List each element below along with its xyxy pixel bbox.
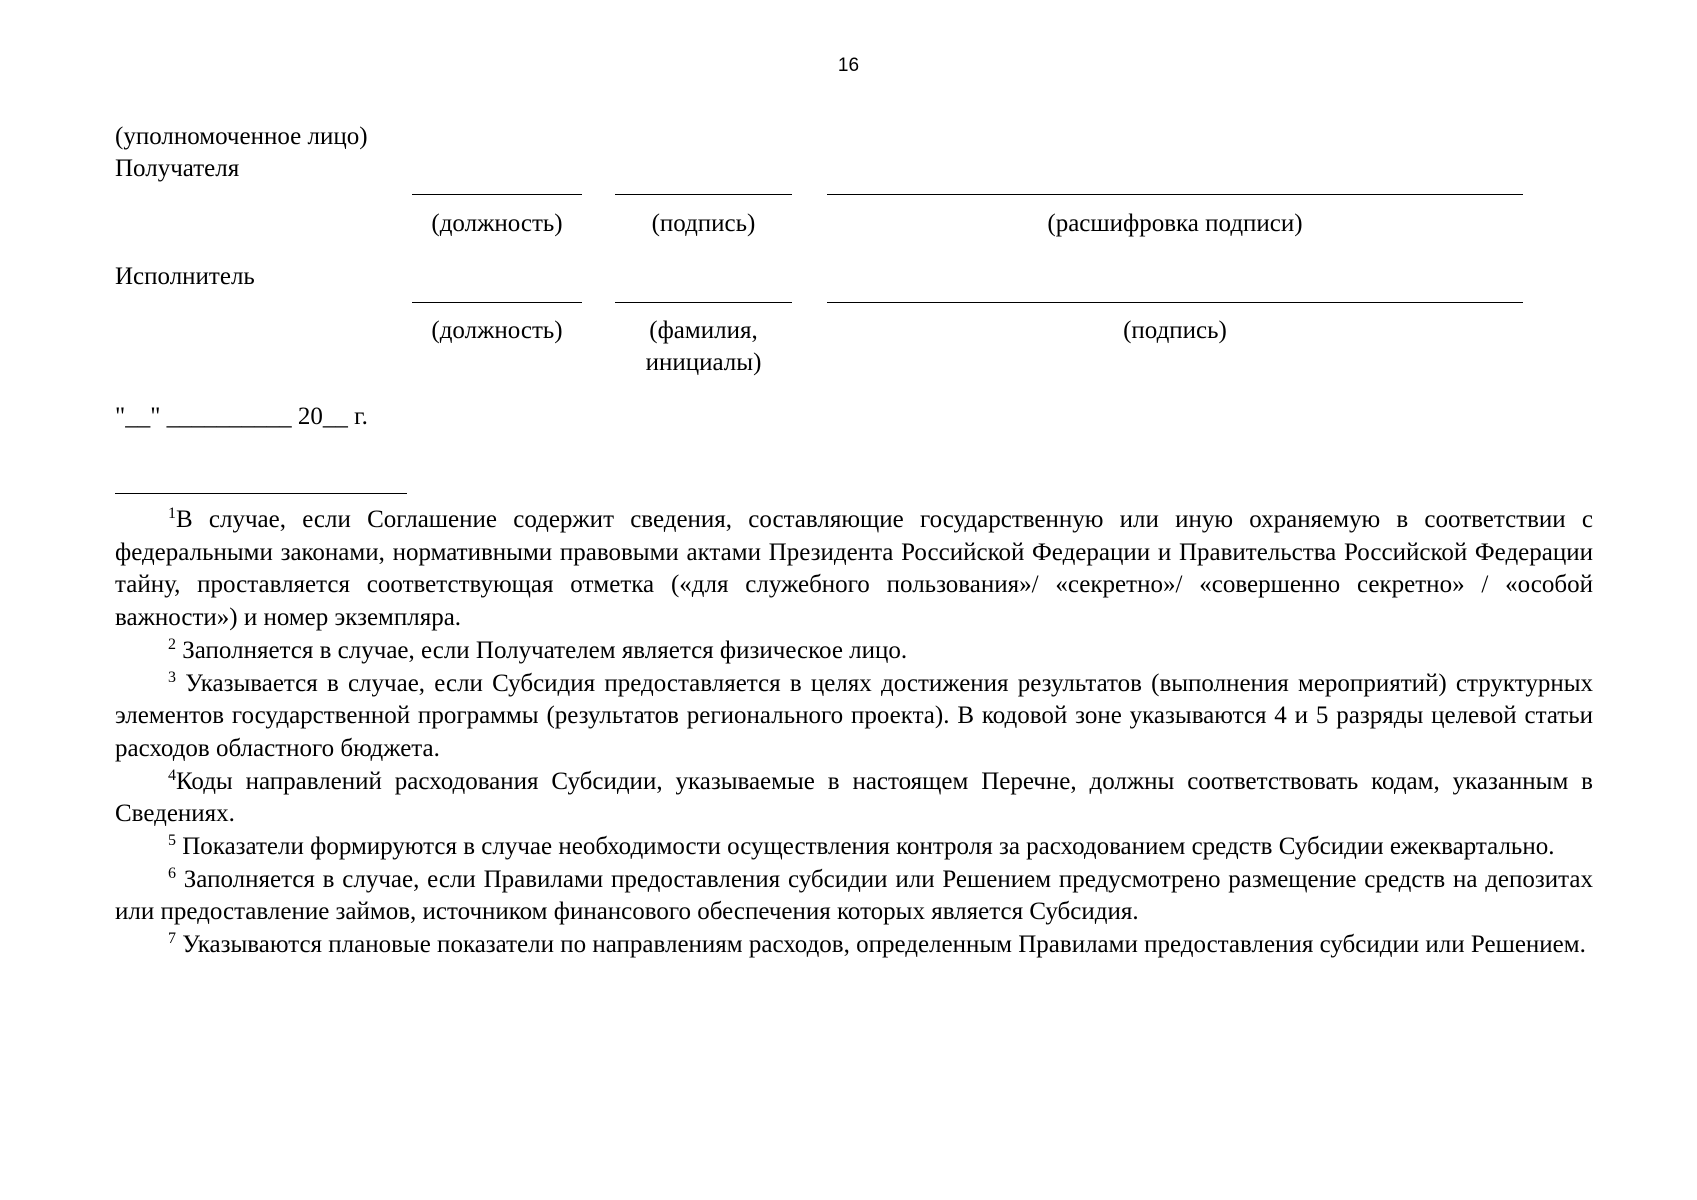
recipient-position-line <box>412 194 582 195</box>
footnote-1 <box>115 504 1593 635</box>
date-line: "__" __________ 20__ г. <box>115 403 368 430</box>
footnote-4-number: 4 <box>168 766 176 784</box>
footnote-4-text: Коды направлений расходования Субсидии, указываемые в настоящем Перечне, должны соответствовать кодам, указанным в Сведениях. <box>115 767 1593 828</box>
executor-label: Исполнитель <box>115 263 255 290</box>
recipient-label-line1: (уполномоченное лицо) <box>115 123 368 150</box>
footnote-6-text: Заполняется в случае, если Правилами предоставления субсидии или Решением предусмотрено размещение средств на депозитах или предоставление займов, источником финансового обеспечения которых является Субсидия. <box>115 865 1593 926</box>
footnote-6 <box>115 864 1593 929</box>
recipient-decoding-caption: (расшифровка подписи) <box>1047 210 1303 237</box>
footnote-3 <box>115 668 1593 766</box>
footnote-6-number: 6 <box>168 864 176 882</box>
footnote-5-number: 5 <box>168 832 176 850</box>
footnote-7-text: Указываются плановые показатели по направлениям расходов, определенным Правилами предоставления субсидии или Решением. <box>176 931 1586 959</box>
executor-signature-caption: (подпись) <box>1123 317 1227 344</box>
footnote-5 <box>115 831 1593 864</box>
footnote-3-number: 3 <box>168 668 176 686</box>
footnote-3-text: Указывается в случае, если Субсидия предоставляется в целях достижения результатов (выполнения мероприятий) структурных элементов государственной программы (результатов регионального проекта). В кодовой зоне указываются 4 и 5 разряды целевой статьи расходов областного бюджета. <box>115 669 1593 762</box>
recipient-signature-line <box>615 194 792 195</box>
executor-signature-line <box>827 302 1523 303</box>
footnote-2-number: 2 <box>168 635 176 653</box>
recipient-signature-caption: (подпись) <box>651 210 756 237</box>
page-number: 16 <box>837 55 860 76</box>
footnote-separator <box>115 493 407 494</box>
executor-position-line <box>412 302 582 303</box>
executor-name-line <box>615 302 792 303</box>
footnote-5-text: Показатели формируются в случае необходимости осуществления контроля за расходованием средств Субсидии ежеквартально. <box>176 833 1555 861</box>
footnote-7 <box>115 929 1593 962</box>
executor-name-caption-line2: инициалы) <box>645 349 762 376</box>
footnote-1-text: В случае, если Соглашение содержит сведения, составляющие государственную или иную охраняемую в соответствии с федеральными законами, нормативными правовыми актами Президента Российской Федерации и Правительства Российской Федерации тайну, проставляется соответствующая отметка («для служебного пользования»/ «секретно»/ «совершенно секретно» / «особой важности») и номер экземпляра. <box>115 506 1593 632</box>
recipient-label-line2: Получателя <box>115 155 240 182</box>
footnote-7-number: 7 <box>168 930 176 948</box>
executor-name-caption-line1: (фамилия, <box>649 317 758 344</box>
footnote-4 <box>115 766 1593 831</box>
executor-position-caption: (должность) <box>431 317 563 344</box>
recipient-decoding-line <box>827 194 1523 195</box>
footnote-1-number: 1 <box>168 505 176 522</box>
recipient-position-caption: (должность) <box>431 210 563 237</box>
footnote-2-text: Заполняется в случае, если Получателем является физическое лицо. <box>176 636 908 664</box>
footnote-2 <box>115 635 1593 668</box>
footnotes <box>115 504 1593 962</box>
